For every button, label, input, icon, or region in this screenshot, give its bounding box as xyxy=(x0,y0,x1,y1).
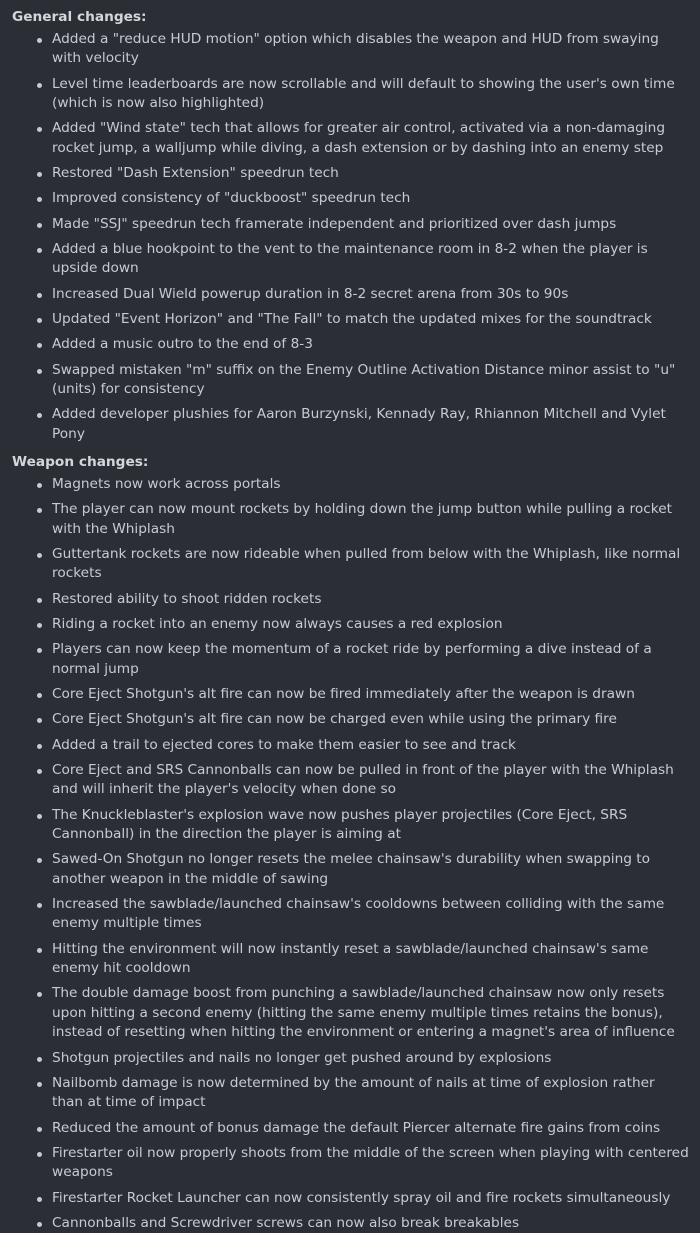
list-item-text: Added developer plushies for Aaron Burzynski, Kennady Ray, Rhiannon Mitchell and Vylet Pony xyxy=(52,406,666,442)
bullet-icon xyxy=(37,814,42,819)
list-item xyxy=(12,1144,690,1183)
list-item xyxy=(12,685,690,704)
list-item-text: Nailbomb damage is now determined by the amount of nails at time of explosion rather than at time of impact xyxy=(52,1074,655,1111)
bullet-icon xyxy=(37,718,42,723)
bullet-icon xyxy=(37,623,42,628)
list-item-text: Made "SSJ" speedrun tech framerate independent and prioritized over dash jumps xyxy=(52,215,617,232)
list-item-text: Shotgun projectiles and nails no longer get pushed around by explosions xyxy=(52,1049,552,1066)
bullet-icon xyxy=(37,38,42,43)
list-item xyxy=(12,310,690,329)
list-item xyxy=(12,164,690,183)
list-item xyxy=(12,895,690,934)
list-item-text: Increased Dual Wield powerup duration in 8-2 secret arena from 30s to 90s xyxy=(52,285,569,302)
bullet-icon xyxy=(37,1152,42,1157)
list-item xyxy=(12,1189,690,1208)
list-item-text: Riding a rocket into an enemy now always causes a red explosion xyxy=(52,616,503,632)
list-item xyxy=(12,500,690,539)
list-item-text: Restored ability to shoot ridden rockets xyxy=(52,590,322,607)
list-item xyxy=(12,1074,690,1113)
list-item xyxy=(12,30,690,69)
bullet-icon xyxy=(37,1082,42,1087)
bullet-icon xyxy=(37,769,42,774)
list-item xyxy=(12,335,690,354)
list-item xyxy=(12,640,690,679)
bullet-icon xyxy=(37,992,42,997)
general-changes-heading: General changes: xyxy=(12,9,147,25)
list-item xyxy=(12,215,690,234)
bullet-icon xyxy=(37,1057,42,1062)
list-item-text: Swapped mistaken "m" suffix on the Enemy Outline Activation Distance minor assist to "u" (units) for consistency xyxy=(52,361,676,397)
bullet-icon xyxy=(37,1222,42,1227)
bullet-icon xyxy=(37,648,42,653)
bullet-icon xyxy=(37,693,42,698)
list-item-text: Core Eject Shotgun's alt fire can now be charged even while using the primary fire xyxy=(52,711,617,728)
list-item xyxy=(12,710,690,729)
list-item xyxy=(12,615,690,634)
weapon-changes-list xyxy=(12,475,690,1233)
bullet-icon xyxy=(37,127,42,132)
bullet-icon xyxy=(37,508,42,513)
list-item-text: The player can now mount rockets by holding down the jump button while pulling a rocket with the Whiplash xyxy=(52,501,672,537)
list-item-text: Added a blue hookpoint to the vent to the maintenance room in 8-2 when the player is upside down xyxy=(52,241,648,277)
list-item xyxy=(12,475,690,494)
list-item xyxy=(12,285,690,304)
list-item-text: Reduced the amount of bonus damage the default Piercer alternate fire gains from coins xyxy=(52,1119,661,1136)
list-item-text: Level time leaderboards are now scrollable and will default to showing the user's own time (which is now also highlighted) xyxy=(52,75,675,112)
list-item xyxy=(12,940,690,979)
bullet-icon xyxy=(37,483,42,488)
list-item-text: Firestarter Rocket Launcher can now consistently spray oil and fire rockets simultaneously xyxy=(52,1189,671,1206)
bullet-icon xyxy=(37,858,42,863)
list-item xyxy=(12,405,690,444)
list-item-text: Magnets now work across portals xyxy=(52,476,281,492)
list-item xyxy=(12,850,690,889)
list-item xyxy=(12,119,690,158)
bullet-icon xyxy=(37,172,42,177)
list-item-text: The Knuckleblaster's explosion wave now pushes player projectiles (Core Eject, SRS Cannonball) in the direction the player is aiming at xyxy=(52,806,628,842)
list-item-text: Added a music outro to the end of 8-3 xyxy=(52,336,313,353)
list-item xyxy=(12,189,690,208)
list-item xyxy=(12,1049,690,1068)
list-item-text: Restored "Dash Extension" speedrun tech xyxy=(52,165,339,182)
list-item xyxy=(12,806,690,845)
list-item xyxy=(12,984,690,1042)
bullet-icon xyxy=(37,598,42,603)
list-item-text: Updated "Event Horizon" and "The Fall" to match the updated mixes for the soundtrack xyxy=(52,311,652,327)
list-item xyxy=(12,736,690,755)
list-item-text: Improved consistency of "duckboost" speedrun tech xyxy=(52,190,411,207)
list-item-text: Core Eject Shotgun's alt fire can now be fired immediately after the weapon is drawn xyxy=(52,686,635,702)
list-item-text: Added a trail to ejected cores to make them easier to see and track xyxy=(52,736,516,753)
general-changes-list xyxy=(12,30,690,444)
list-item-text: Core Eject and SRS Cannonballs can now be pulled in front of the player with the Whiplash and will inherit the player's velocity when done so xyxy=(52,761,674,798)
bullet-icon xyxy=(37,318,42,323)
list-item xyxy=(12,761,690,800)
bullet-icon xyxy=(37,248,42,253)
list-item-text: Hitting the environment will now instantly reset a sawblade/launched chainsaw's same enemy hit cooldown xyxy=(52,940,649,977)
list-item-text: Guttertank rockets are now rideable when pulled from below with the Whiplash, like normal rockets xyxy=(52,546,681,582)
bullet-icon xyxy=(37,903,42,908)
bullet-icon xyxy=(37,948,42,953)
bullet-icon xyxy=(37,197,42,202)
bullet-icon xyxy=(37,369,42,374)
list-item-text: Players can now keep the momentum of a rocket ride by performing a dive instead of a normal jump xyxy=(52,641,652,677)
list-item xyxy=(12,240,690,279)
bullet-icon xyxy=(37,293,42,298)
weapon-changes-heading: Weapon changes: xyxy=(12,454,149,470)
list-item-text: Cannonballs and Screwdriver screws can now also break breakables xyxy=(52,1214,520,1231)
bullet-icon xyxy=(37,1127,42,1132)
list-item xyxy=(12,1214,690,1233)
bullet-icon xyxy=(37,1197,42,1202)
bullet-icon xyxy=(37,83,42,88)
list-item-text: Sawed-On Shotgun no longer resets the melee chainsaw's durability when swapping to another weapon in the middle of sawing xyxy=(52,851,651,887)
list-item-text: Added a "reduce HUD motion" option which disables the weapon and HUD from swaying with velocity xyxy=(52,31,659,67)
list-item-text: Added "Wind state" tech that allows for greater air control, activated via a non-damaging rocket jump, a walljump while diving, a dash extension or by dashing into an enemy step xyxy=(52,120,666,156)
bullet-icon xyxy=(37,223,42,228)
list-item xyxy=(12,75,690,114)
list-item xyxy=(12,361,690,400)
list-item-text: Increased the sawblade/launched chainsaw's cooldowns between colliding with the same enemy multiple times xyxy=(52,896,665,932)
list-item xyxy=(12,545,690,584)
bullet-icon xyxy=(37,343,42,348)
list-item xyxy=(12,590,690,609)
bullet-icon xyxy=(37,553,42,558)
list-item xyxy=(12,1119,690,1138)
bullet-icon xyxy=(37,413,42,418)
list-item-text: The double damage boost from punching a sawblade/launched chainsaw now only resets upon hitting a second enemy (hitting the same enemy multiple times retains the bonus), instead of resetting when hitting the environment or entering a magnet's area of influence xyxy=(52,985,675,1041)
list-item-text: Firestarter oil now properly shoots from the middle of the screen when playing with centered weapons xyxy=(52,1144,689,1181)
bullet-icon xyxy=(37,744,42,749)
